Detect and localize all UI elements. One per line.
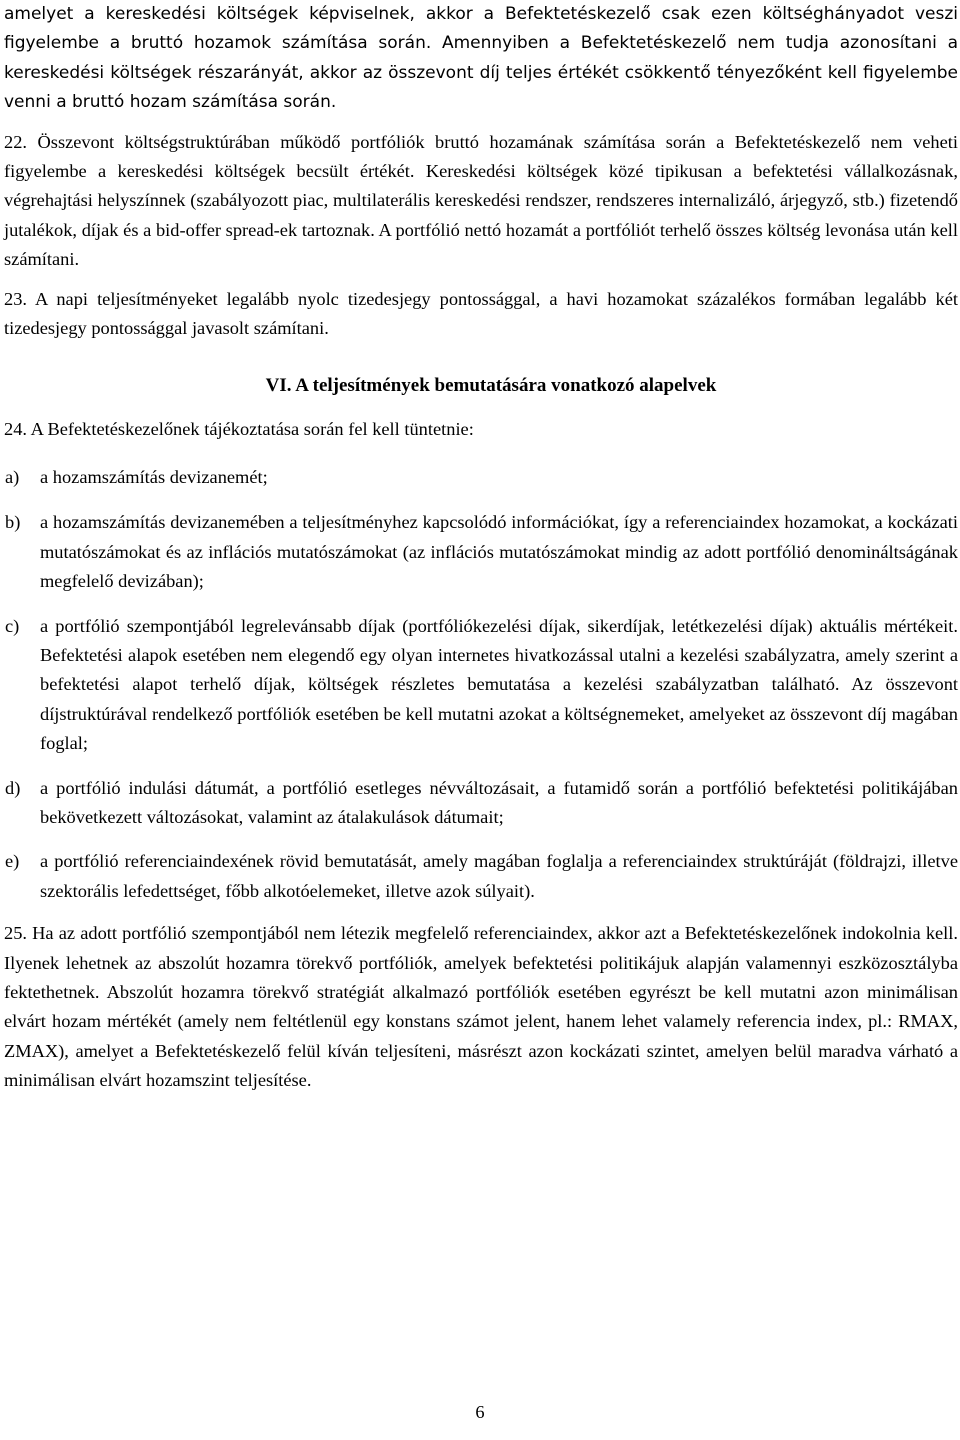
page-number: 6 [475,1402,485,1422]
list-item-a [4,463,958,492]
paragraph-23 [4,285,958,344]
list-item-label: b) [5,512,21,533]
list-item-text: a portfólió indulási dátumát, a portfólió esetleges névváltozásait, a futamidő során a portfólió befektetési politikájában bekövetkezett változásokat, valamint az átalakulások dátumait; [40,777,958,827]
list-item-text: a portfólió referenciaindexének rövid bemutatását, amely magában foglalja a referenciaindex struktúráját (földrajzi, illetve szektorális lefedettséget, főbb alkotóelemeket, illetve azok súlyait). [40,851,958,901]
list-item-label: c) [5,615,20,636]
paragraph-25-text: Ha az adott portfólió szempontjából nem létezik megfelelő referenciaindex, akkor azt a Befektetéskezelőnek indokolnia kell. Ilyenek lehetnek az abszolút hozamra törekvő portfóliók, amelyek befektetési politikájuk alapján valamennyi eszközosztályba fektethetnek. Abszolút hozamra törekvő stratégiát alkalmazó portfóliók esetében egyrészt be kell mutatni azon minimálisan elvárt hozam mértékét (amely nem feltétlenül egy konstans számot jelent, hanem lehet valamely referencia index, pl.: RMAX, ZMAX), amelyet a Befektetéskezelő felül kíván teljesíteni, másrészt azon kockázati szintet, amelyen belül maradva várható a minimálisan elvárt hozamszint teljesítése. [4,923,958,1091]
paragraph-23-number: 23. [4,288,27,309]
paragraph-24 [4,415,958,444]
paragraph-22-text: Összevont költségstruktúrában működő portfóliók bruttó hozamának számítása során a Befektetéskezelő nem veheti figyelembe a kereskedési költségek becsült értékét. Kereskedési költségek közé tipikusan a befektetési vállalkozásnak, végrehajtási helyszínnek (szabályozott piac, multilaterális kereskedési rendszer, rendszeres internalizáló, árjegyző, stb.) fizetendő jutalékok, díjak és a bid-offer spread-ek tartoznak. A portfólió nettó hozamát a portfóliót terhelő összes költség levonása után kell számítani. [4,131,958,270]
list-item-text: a portfólió szempontjából legrelevánsabb díjak (portfóliókezelési díjak, sikerdíjak, letétkezelési díjak) aktuális mértékeit. Befektetési alapok esetében nem elegendő egy olyan internetes hivatkozással utalni a kezelési szabályzatra, amely szerint a befektetési alapot terhelő díjak, költségek részletes bemutatása a kezelési szabályzatban található. Az összevont díjstruktúrával rendelkező portfóliók esetében be kell mutatni azokat a költségnemeket, amelyeket az összevont díj magában foglal; [40,615,958,754]
list-item-e [4,847,958,906]
paragraph-24-number: 24. [4,419,27,440]
section-heading-vi: VI. A teljesítmények bemutatására vonatkozó alapelvek [265,375,717,397]
document-page [4,0,958,1096]
paragraph-22-number: 22. [4,131,27,152]
paragraph-22 [4,128,958,275]
list-item-text: a hozamszámítás devizanemét; [40,466,268,487]
list-item-b [4,508,958,596]
paragraph-25-number: 25. [4,923,27,944]
list-item-d [4,774,958,833]
paragraph-23-text: A napi teljesítményeket legalább nyolc tizedesjegy pontossággal, a havi hozamokat százalékos formában legalább két tizedesjegy pontossággal javasolt számítani. [4,288,959,339]
paragraph-continued: amelyet a kereskedési költségek képviselnek, akkor a Befektetéskezelő csak ezen költséghányadot veszi figyelembe a bruttó hozamok számítása során. Amennyiben a Befektetéskezelő nem tudja azonosítani a kereskedési költségek részarányát, akkor az összevont díj teljes értékét csökkentő tényezőként kell figyelembe venni a bruttó hozam számítása során. [4,4,958,113]
paragraph-24-text: A Befektetéskezelőnek tájékoztatása során fel kell tüntetnie: [30,419,474,440]
list-item-label: d) [5,777,21,798]
list-item-text: a hozamszámítás devizanemében a teljesítményhez kapcsolódó információkat, így a referenciaindex hozamokat, a kockázati mutatószámokat és az inflációs mutatószámokat (az inflációs mutatószámokat mindig az adott portfólió denomináltságának megfelelő devizában); [40,512,958,592]
list-item-c [4,612,958,759]
list-item-label: a) [5,466,20,487]
list-item-label: e) [5,851,20,872]
paragraph-25 [4,919,958,1095]
